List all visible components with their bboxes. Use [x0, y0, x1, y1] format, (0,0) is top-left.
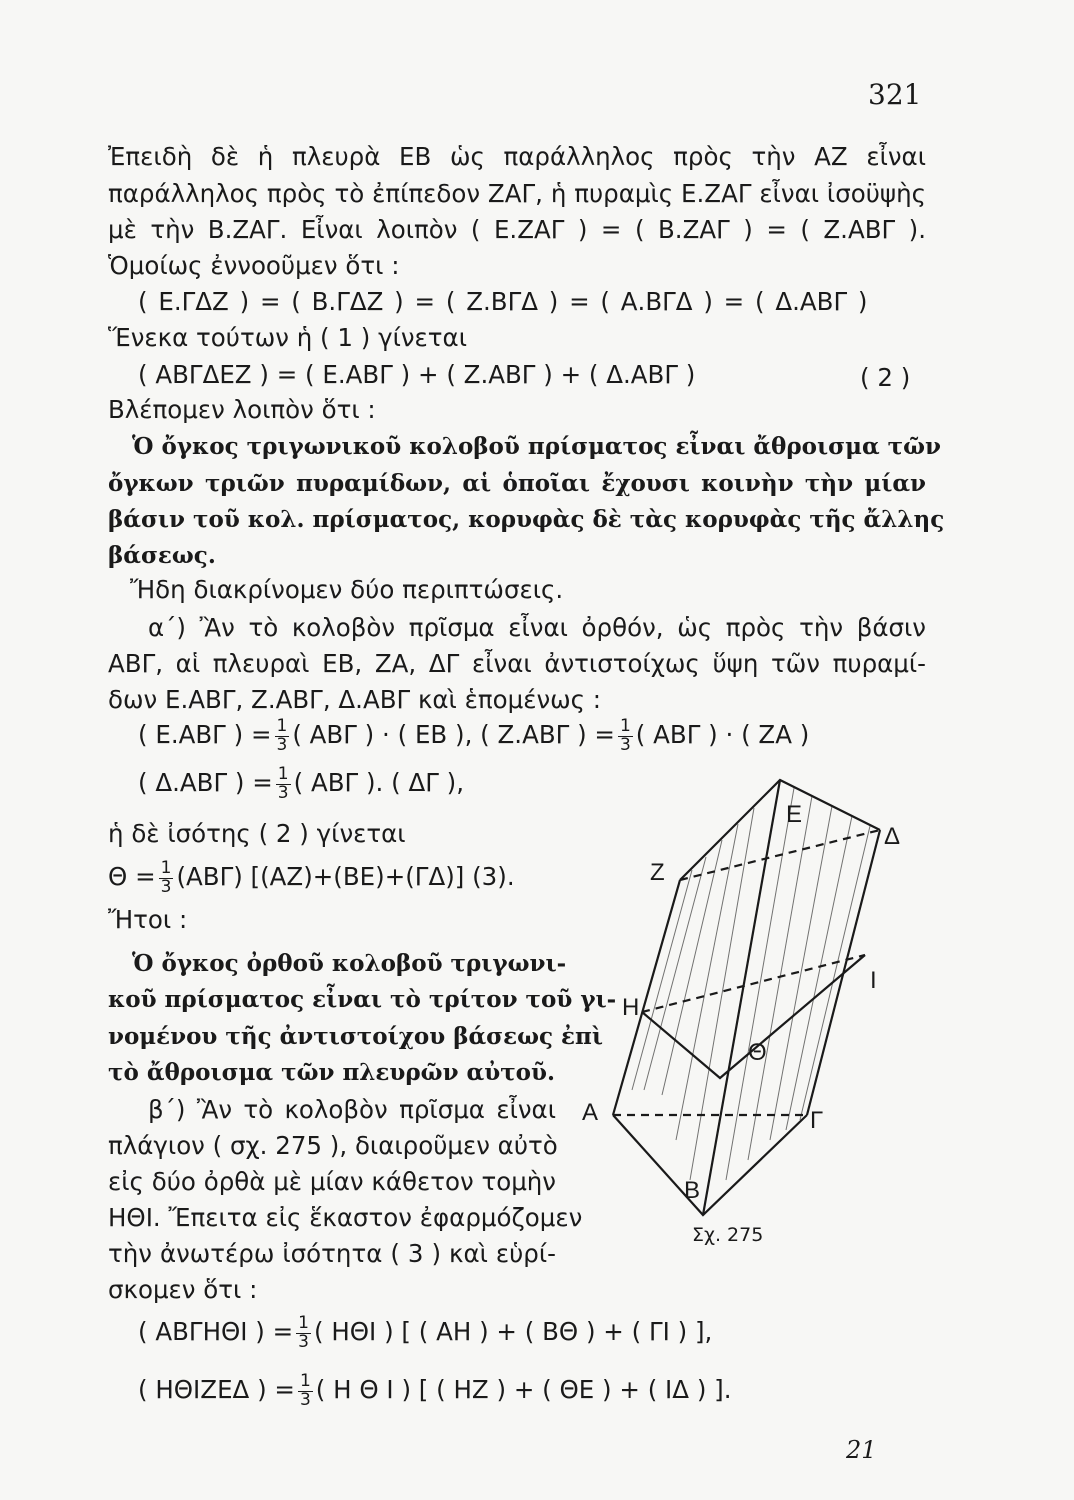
text-line: δων Ε.ΑΒΓ, Ζ.ΑΒΓ, Δ.ΑΒΓ καὶ ἑπομένως :: [108, 685, 602, 714]
frac-num: 1: [277, 763, 289, 784]
top-face-edges: [680, 780, 880, 880]
text-line: Ὁμοίως ἐννοοῦμεν ὅτι :: [108, 251, 400, 280]
vertex-label-Z: Ζ: [650, 859, 665, 886]
formula-3: [108, 850, 515, 904]
frac-num: 1: [298, 1312, 309, 1333]
vertex-label-G: Γ: [810, 1107, 824, 1134]
theorem-line: βάσεως.: [108, 542, 216, 569]
theorem-line: νομένου τῆς ἀντιστοίχου βάσεως ἐπὶ: [108, 1023, 603, 1050]
theorem-line: Ὁ ὄγκος ὀρθοῦ κολοβοῦ τριγωνι-: [132, 950, 567, 977]
frac-den: 3: [619, 734, 631, 755]
formula-term: ( ΗΘΙ ) [ ( ΑΗ ) + ( ΒΘ ) + ( ΓΙ ) ],: [314, 1317, 713, 1346]
theorem-line: τὸ ἄθροισμα τῶν πλευρῶν αὐτοῦ.: [108, 1059, 555, 1086]
theorem-line: Ὁ ὄγκος τριγωνικοῦ κολοβοῦ πρίσματος εἶναι ἄθροισμα τῶν: [132, 433, 941, 460]
text-line: ΗΘΙ. Ἔπειτα εἰς ἕκαστον ἐφαρμόζομεν: [108, 1203, 583, 1232]
formula-term: Θ =: [108, 862, 156, 891]
text-line: τὴν ἀνωτέρω ἰσότητα ( 3 ) καὶ εὑρί-: [108, 1239, 556, 1268]
text-line: ἡ δὲ ἰσότης ( 2 ) γίνεται: [108, 819, 406, 848]
vertex-label-D: Δ: [884, 823, 901, 850]
formula-5: [138, 1362, 732, 1418]
text-line: Βλέπομεν λοιπὸν ὅτι :: [108, 395, 376, 424]
prism-figure: [580, 760, 920, 1230]
text-line: σκομεν ὅτι :: [108, 1275, 258, 1304]
vertex-label-TH: Θ: [748, 1039, 767, 1066]
text-line: παράλληλος πρὸς τὸ ἐπίπεδον ΖΑΓ, ἡ πυραμὶς Ε.ΖΑΓ εἶναι ἰσοϋψὴς: [108, 179, 926, 208]
fraction: [275, 715, 290, 755]
formula-term: ( ΗΘΙΖΕΔ ) =: [138, 1375, 295, 1404]
frac-den: 3: [277, 782, 289, 803]
formula-term: ( ΑΒΓ ) · ( ΖΑ ): [635, 720, 810, 749]
text-line: β΄) Ἂν τὸ κολοβὸν πρῖσμα εἶναι: [148, 1095, 556, 1124]
frac-den: 3: [276, 734, 288, 755]
formula-term: ( ΑΒΓΗΘΙ ) =: [138, 1317, 294, 1346]
text-line: α΄) Ἂν τὸ κολοβὸν πρῖσμα εἶναι ὀρθόν, ὡς πρὸς τὴν βάσιν: [148, 613, 926, 642]
frac-den: 3: [299, 1389, 311, 1410]
vertex-label-E: Ε: [786, 801, 803, 828]
text-line: εἰς δύο ὀρθὰ μὲ μίαν κάθετον τομὴν: [108, 1167, 556, 1196]
bottom-face-edges: [613, 1115, 807, 1215]
formula-2: [138, 756, 464, 810]
fraction: [159, 857, 174, 897]
text-line: Ἐπειδὴ δὲ ἡ πλευρὰ ΕΒ ὡς παράλληλος πρὸς τὴν ΑΖ εἶναι: [108, 142, 926, 171]
vertex-label-I: Ι: [870, 967, 877, 994]
formula-term: ( ΑΒΓ ). ( ΔΓ ),: [293, 768, 464, 797]
fraction: [618, 715, 633, 755]
text-line: Ἤδη διακρίνομεν δύο περιπτώσεις.: [130, 575, 564, 604]
frac-den: 3: [298, 1331, 309, 1352]
formula-term: (ΑΒΓ) [(ΑΖ)+(ΒΕ)+(ΓΔ)] (3).: [176, 862, 515, 891]
theorem-line: κοῦ πρίσματος εἶναι τὸ τρίτον τοῦ γι-: [108, 986, 617, 1013]
fraction: [296, 1312, 311, 1352]
frac-num: 1: [160, 857, 172, 878]
formula-4: [138, 1304, 712, 1360]
vertex-label-A: Α: [582, 1099, 599, 1126]
vertex-label-H: Η: [622, 994, 640, 1021]
formula-term: ( ΑΒΓ ) · ( ΕΒ ), ( Ζ.ΑΒΓ ) =: [292, 720, 615, 749]
text-line: Ἕνεκα τούτων ἡ ( 1 ) γίνεται: [108, 323, 467, 352]
text-line: μὲ τὴν Β.ΖΑΓ. Εἶναι λοιπὸν ( Ε.ΖΑΓ ) = ( Β.ΖΑΓ ) = ( Ζ.ΑΒΓ ).: [108, 215, 926, 244]
fraction: [276, 763, 291, 803]
footer-number: 21: [846, 1436, 877, 1464]
formula-1: [138, 708, 809, 762]
text-line: ΑΒΓ, αἱ πλευραὶ ΕΒ, ΖΑ, ΔΓ εἶναι ἀντιστοίχως ὕψη τῶν πυραμί-: [108, 649, 926, 678]
fraction: [298, 1370, 313, 1410]
frac-den: 3: [160, 876, 172, 897]
formula-term: ( Ε.ΑΒΓ ) =: [138, 720, 272, 749]
top-face-hidden-edge: [680, 830, 880, 880]
theorem-line: βάσιν τοῦ κολ. πρίσματος, κορυφὰς δὲ τὰς κορυφὰς τῆς ἄλλης: [108, 506, 945, 533]
equation-tag: ( 2 ): [860, 363, 911, 392]
frac-num: 1: [299, 1370, 311, 1391]
equation-line: ( ΑΒΓΔΕΖ ) = ( Ε.ΑΒΓ ) + ( Ζ.ΑΒΓ ) + ( Δ.ΑΒΓ ): [138, 360, 696, 389]
formula-term: ( Η Θ Ι ) [ ( ΗΖ ) + ( ΘΕ ) + ( ΙΔ ) ].: [315, 1375, 732, 1404]
frac-num: 1: [276, 715, 288, 736]
text-line: πλάγιον ( σχ. 275 ), διαιροῦμεν αὐτὸ: [108, 1131, 558, 1160]
frac-num: 1: [619, 715, 631, 736]
formula-term: ( Δ.ΑΒΓ ) =: [138, 768, 273, 797]
text-line: Ἤτοι :: [108, 905, 188, 934]
equation-line: ( Ε.ΓΔΖ ) = ( Β.ΓΔΖ ) = ( Ζ.ΒΓΔ ) = ( Α.ΒΓΔ ) = ( Δ.ΑΒΓ ): [138, 287, 868, 316]
vertex-label-B: Β: [684, 1177, 701, 1204]
page-number: 321: [868, 78, 922, 111]
figure-caption: Σχ. 275: [692, 1224, 764, 1246]
theorem-line: ὄγκων τριῶν πυραμίδων, αἱ ὁποῖαι ἔχουσι κοινὴν τὴν μίαν: [108, 470, 926, 497]
